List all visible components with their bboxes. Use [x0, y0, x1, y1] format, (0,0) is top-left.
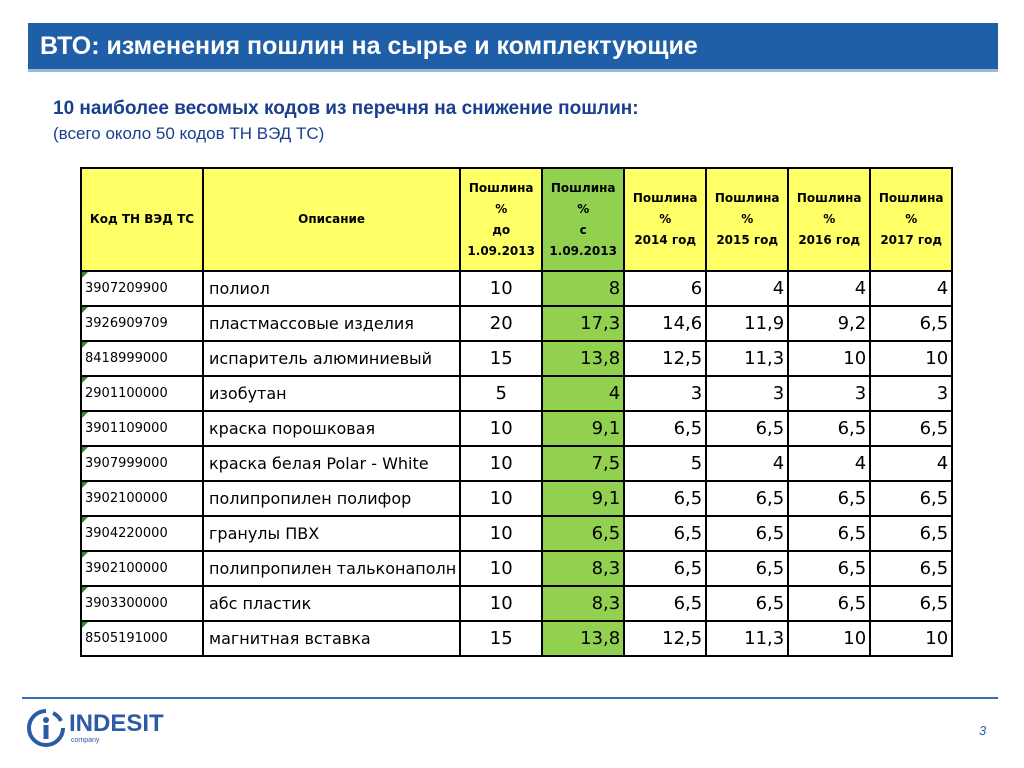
duty-value-cell: 10 [870, 341, 952, 376]
duty-value-cell: 6,5 [624, 481, 706, 516]
hs-code-cell: 2901100000 [81, 376, 203, 411]
duty-value-cell: 6,5 [788, 586, 870, 621]
column-header-1 [203, 168, 460, 271]
column-header-line: % [495, 201, 508, 216]
column-header-4 [624, 168, 706, 271]
hs-code-cell: 8505191000 [81, 621, 203, 656]
column-header-line: Пошлина [632, 191, 698, 205]
column-header-line: Пошлина [468, 180, 534, 195]
description-cell: полиол [203, 271, 460, 306]
column-header-line: с [579, 222, 587, 237]
duties-table [80, 167, 953, 657]
duty-value-cell: 6,5 [788, 551, 870, 586]
column-header-line: % [905, 212, 918, 226]
duty-value-cell: 11,3 [706, 341, 788, 376]
column-header-line: % [577, 201, 590, 216]
table-row [81, 271, 952, 306]
column-header-line: % [741, 212, 754, 226]
duty-value-cell: 3 [706, 376, 788, 411]
hs-code-cell: 3902100000 [81, 551, 203, 586]
duty-value-cell: 10 [460, 586, 542, 621]
description-cell: краска белая Polar - White [203, 446, 460, 481]
duty-value-cell: 10 [460, 271, 542, 306]
duty-value-cell: 13,8 [542, 341, 624, 376]
hs-code-cell: 3926909709 [81, 306, 203, 341]
hs-code-cell: 3904220000 [81, 516, 203, 551]
footer-divider [22, 697, 998, 699]
duty-value-cell: 4 [788, 271, 870, 306]
hs-code-cell: 3902100000 [81, 481, 203, 516]
duty-value-cell: 6,5 [870, 411, 952, 446]
duty-value-cell: 4 [542, 376, 624, 411]
column-header-line: 1.09.2013 [549, 243, 617, 258]
column-header-6 [788, 168, 870, 271]
logo-subtext: company [71, 737, 100, 744]
column-header-line: Пошлина [714, 191, 780, 205]
duty-value-cell: 6,5 [870, 306, 952, 341]
slide-title: ВТО: изменения пошлин на сырье и комплектующие [40, 31, 698, 60]
duty-value-cell: 6,5 [870, 586, 952, 621]
indesit-logo [26, 708, 164, 748]
description-cell: полипропилен тальконаполн [203, 551, 460, 586]
column-header-3 [542, 168, 624, 271]
duty-value-cell: 5 [624, 446, 706, 481]
description-cell: гранулы ПВХ [203, 516, 460, 551]
duty-value-cell: 15 [460, 621, 542, 656]
duty-value-cell: 6,5 [870, 516, 952, 551]
table-row [81, 376, 952, 411]
duty-value-cell: 10 [788, 341, 870, 376]
description-cell: пластмассовые изделия [203, 306, 460, 341]
duty-value-cell: 10 [460, 551, 542, 586]
duty-value-cell: 10 [460, 446, 542, 481]
duty-value-cell: 6,5 [706, 586, 788, 621]
slide-note: (всего около 50 кодов ТН ВЭД ТС) [53, 124, 325, 143]
duty-value-cell: 8,3 [542, 551, 624, 586]
column-header-line: 2014 год [634, 233, 697, 247]
hs-code-cell: 3907209900 [81, 271, 203, 306]
column-header-line: % [659, 212, 672, 226]
table-row [81, 516, 952, 551]
description-cell: изобутан [203, 376, 460, 411]
duty-value-cell: 15 [460, 341, 542, 376]
column-header-line: 2017 год [880, 233, 943, 247]
duty-value-cell: 14,6 [624, 306, 706, 341]
column-header-line: 2015 год [716, 233, 779, 247]
duty-value-cell: 12,5 [624, 621, 706, 656]
page-number: 3 [979, 723, 987, 738]
column-header-7 [870, 168, 952, 271]
duty-value-cell: 4 [706, 446, 788, 481]
table-row [81, 306, 952, 341]
duty-value-cell: 3 [870, 376, 952, 411]
duty-value-cell: 4 [870, 271, 952, 306]
column-header-line: до [492, 222, 511, 237]
duty-value-cell: 6 [624, 271, 706, 306]
description-cell: полипропилен полифор [203, 481, 460, 516]
duty-value-cell: 20 [460, 306, 542, 341]
description-cell: краска порошковая [203, 411, 460, 446]
duty-value-cell: 4 [706, 271, 788, 306]
column-header-line: Пошлина [878, 191, 944, 205]
duty-value-cell: 17,3 [542, 306, 624, 341]
duty-value-cell: 6,5 [624, 411, 706, 446]
duty-value-cell: 10 [870, 621, 952, 656]
duty-value-cell: 12,5 [624, 341, 706, 376]
duty-value-cell: 6,5 [624, 586, 706, 621]
hs-code-cell: 3901109000 [81, 411, 203, 446]
duty-value-cell: 3 [788, 376, 870, 411]
duty-value-cell: 8 [542, 271, 624, 306]
column-header-2 [460, 168, 542, 271]
hs-code-cell: 8418999000 [81, 341, 203, 376]
table-header-row [81, 168, 952, 271]
column-header-5 [706, 168, 788, 271]
duty-value-cell: 11,9 [706, 306, 788, 341]
duty-value-cell: 8,3 [542, 586, 624, 621]
duty-value-cell: 6,5 [870, 481, 952, 516]
duty-value-cell: 6,5 [706, 516, 788, 551]
duty-value-cell: 6,5 [542, 516, 624, 551]
duty-value-cell: 6,5 [624, 516, 706, 551]
hs-code-cell: 3903300000 [81, 586, 203, 621]
table-row [81, 586, 952, 621]
duty-value-cell: 9,1 [542, 411, 624, 446]
duty-value-cell: 10 [788, 621, 870, 656]
logo-wordmark: INDESIT [69, 710, 164, 737]
duty-value-cell: 6,5 [788, 481, 870, 516]
slide-subtitle: 10 наиболее весомых кодов из перечня на снижение пошлин: [53, 98, 639, 119]
duty-value-cell: 6,5 [706, 411, 788, 446]
duty-value-cell: 10 [460, 411, 542, 446]
duty-value-cell: 6,5 [624, 551, 706, 586]
table-row [81, 411, 952, 446]
duty-value-cell: 10 [460, 516, 542, 551]
duty-value-cell: 3 [624, 376, 706, 411]
duty-value-cell: 6,5 [706, 551, 788, 586]
hs-code-cell: 3907999000 [81, 446, 203, 481]
table-row [81, 551, 952, 586]
column-header-line: 1.09.2013 [467, 243, 535, 258]
duty-value-cell: 4 [870, 446, 952, 481]
duty-value-cell: 6,5 [788, 516, 870, 551]
duty-value-cell: 4 [788, 446, 870, 481]
description-cell: абс пластик [203, 586, 460, 621]
duty-value-cell: 10 [460, 481, 542, 516]
description-cell: испаритель алюминиевый [203, 341, 460, 376]
description-cell: магнитная вставка [203, 621, 460, 656]
slide-title-bar [28, 23, 998, 72]
duty-value-cell: 7,5 [542, 446, 624, 481]
column-header-line: Описание [298, 212, 366, 226]
table-row [81, 481, 952, 516]
duty-value-cell: 11,3 [706, 621, 788, 656]
column-header-line: % [823, 212, 836, 226]
column-header-line: Код ТН ВЭД ТС [89, 212, 195, 226]
duty-value-cell: 6,5 [706, 481, 788, 516]
duty-value-cell: 13,8 [542, 621, 624, 656]
column-header-0 [81, 168, 203, 271]
table-row [81, 341, 952, 376]
duty-value-cell: 9,1 [542, 481, 624, 516]
table-body [81, 271, 952, 656]
table-row [81, 446, 952, 481]
column-header-line: Пошлина [796, 191, 862, 205]
duty-value-cell: 6,5 [870, 551, 952, 586]
column-header-line: 2016 год [798, 233, 861, 247]
duty-value-cell: 6,5 [788, 411, 870, 446]
table-row [81, 621, 952, 656]
column-header-line: Пошлина [550, 180, 616, 195]
indesit-logo-icon [26, 708, 66, 748]
duty-value-cell: 9,2 [788, 306, 870, 341]
duty-value-cell: 5 [460, 376, 542, 411]
